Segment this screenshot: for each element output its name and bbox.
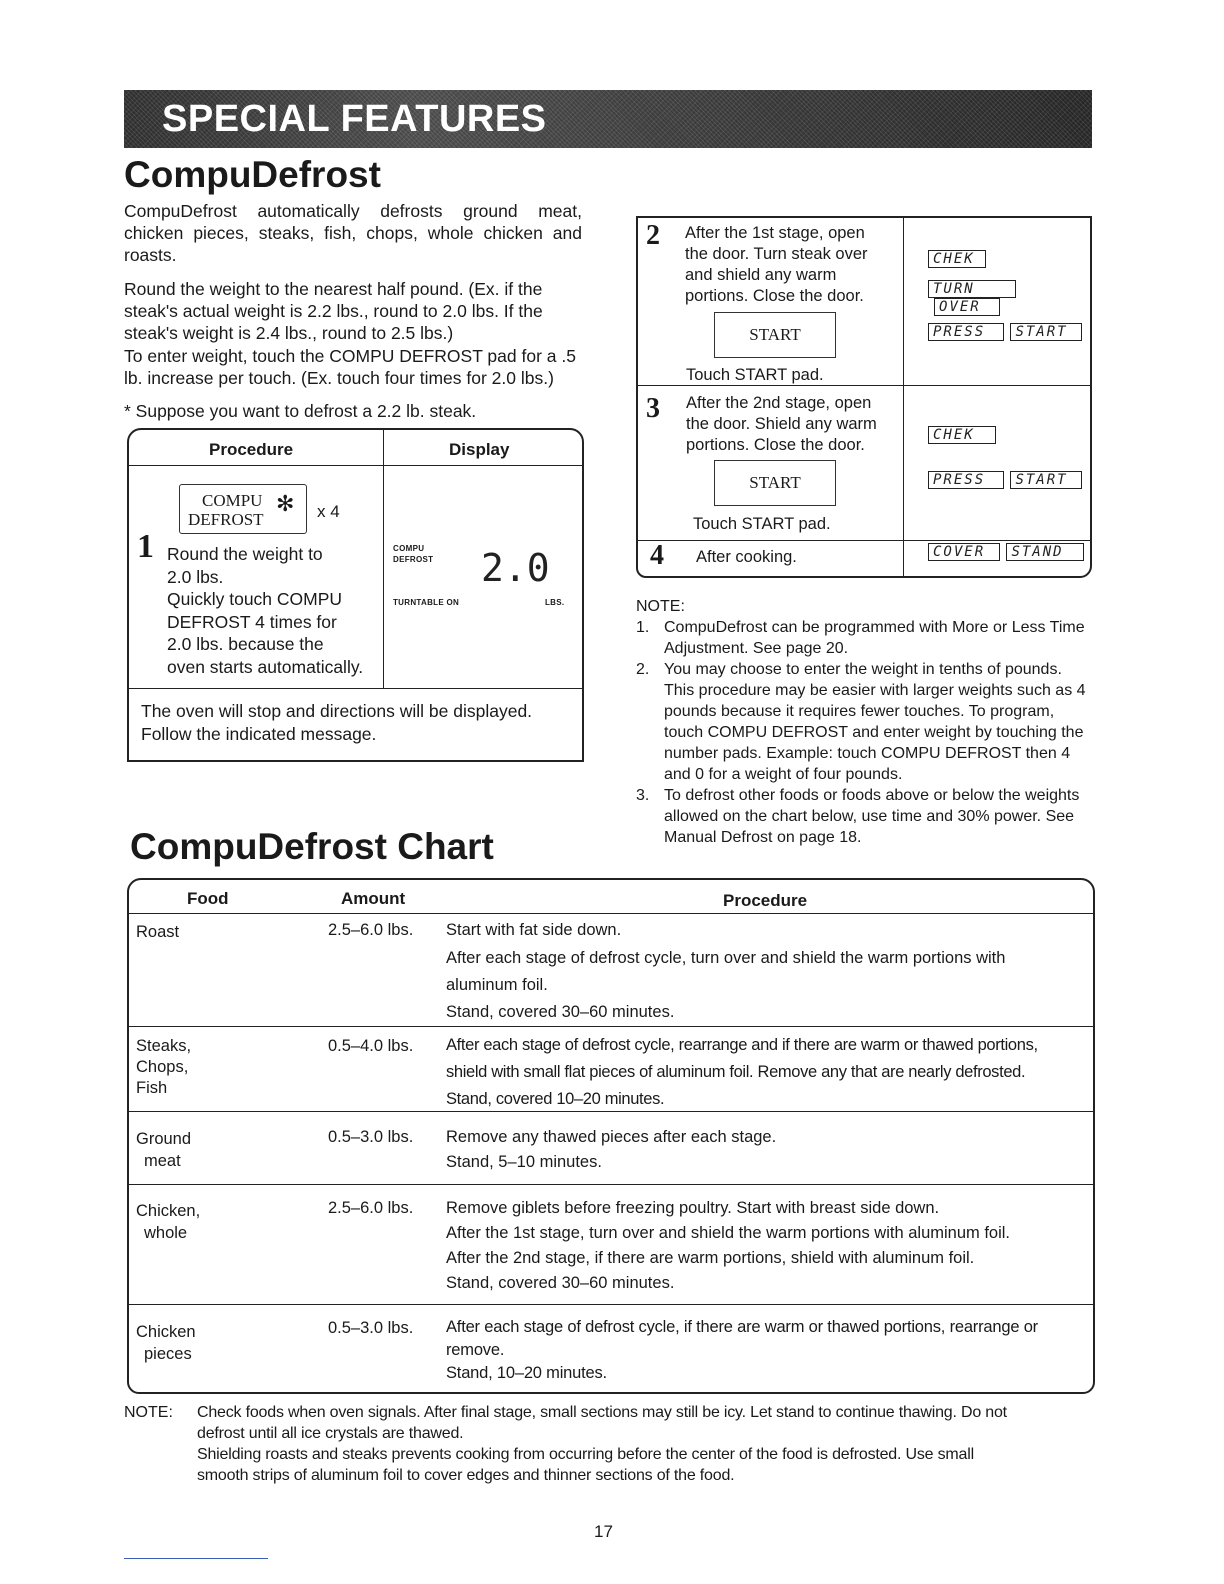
step-3-number: 3	[646, 393, 660, 424]
display-start: START	[1010, 323, 1082, 341]
display-stand: STAND	[1006, 543, 1084, 561]
display-press: PRESS	[928, 323, 1004, 341]
steps-box	[636, 216, 1092, 578]
header-procedure: Procedure	[723, 891, 808, 910]
compu-defrost-pad: COMPU DEFROST ✻	[179, 484, 307, 534]
display-turn: TURN	[928, 280, 1016, 298]
footnote-text: Check foods when oven signals. After final stage, small sections may still be icy. Let stand to continue thawing. Do not defrost until all ice crystals are thawed. Shielding roasts and steaks prevents cooking from occurring before the center of the food is defrosted. Use small smooth strips of aluminum foil to cover edges and thinner sections of the food.	[197, 1404, 1007, 1484]
step-2-text: After the 1st stage, open the door. Turn steak over and shield any warm portions. Close the door.	[685, 224, 868, 305]
column-divider	[383, 430, 384, 688]
header-amount: Amount	[341, 889, 406, 908]
page-title: CompuDefrost	[124, 154, 381, 195]
banner-title: SPECIAL FEATURES	[162, 98, 547, 140]
procedure-header: Procedure	[209, 440, 294, 459]
display-chek: CHEK	[928, 250, 986, 268]
display-over: OVER	[934, 298, 1000, 316]
step-2-caption: Touch START pad.	[686, 366, 824, 384]
defrost-chart-table: Food Amount Procedure Roast 2.5–6.0 lbs. Start with fat side down. After each stage of defrost cycle, turn over and shield the warm portions with aluminum foil. Stand, covered 30–60 minutes. Steaks, Chops, Fish 0.5–4.0 lbs. After each stage of defrost cycle, rearrange and if there are warm or thawed portions, shield with small flat pieces of aluminum foil. Remove any that are nearly defrosted. Stand, covered 10–20 minutes. Ground meat 0.5–3.0 lbs. Remove any thawed pieces after each stage. Stand, 5–10 minutes. Chicken, whole 2.5–6.0 lbs. Remove giblets before freezing poultry. Start with breast side down. After the 1st stage, turn over and shield the warm portions with aluminum foil. After the 2nd stage, if there are warm portions, shield with aluminum foil. Stand, covered 30–60 minutes. Chicken pieces 0.5–3.0 lbs. After each stage of defrost cycle, if there are warm or thawed portions, rearrange or remove. Stand, 10–20 minutes.	[127, 878, 1095, 1394]
step-number: 1	[137, 528, 154, 565]
lcd-display: COMPU DEFROST 2.0 TURNTABLE ON LBS.	[393, 544, 565, 607]
notes-label: NOTE:	[636, 598, 685, 615]
section-banner	[124, 90, 1092, 148]
display-press: PRESS	[928, 471, 1004, 489]
footnote-label: NOTE:	[124, 1404, 173, 1421]
header-food: Food	[187, 889, 229, 908]
header-divider	[129, 465, 582, 466]
table-row: Ground meat	[136, 1130, 192, 1170]
start-pad: START	[714, 312, 836, 358]
round-paragraph: Round the weight to the nearest half pound. (Ex. if the steak's actual weight is 2.2 lbs., round to 2.0 lbs. If the steak's weight is 2.4 lbs., round to 2.5 lbs.)	[124, 279, 543, 343]
steps-column-divider	[903, 218, 904, 576]
touch-count: x 4	[317, 502, 340, 521]
snowflake-icon: ✻	[276, 491, 295, 516]
procedure-footer: The oven will stop and directions will be displayed. Follow the indicated message.	[141, 701, 533, 744]
page-number: 17	[594, 1522, 613, 1541]
start-pad: START	[714, 460, 836, 506]
step-4-text: After cooking.	[696, 548, 797, 566]
enter-paragraph: To enter weight, touch the COMPU DEFROST pad for a .5 lb. increase per touch. (Ex. touch four times for 2.0 lbs.)	[124, 346, 576, 388]
step-2-number: 2	[646, 220, 660, 251]
step-1-text: Round the weight to 2.0 lbs. Quickly touch COMPU DEFROST 4 times for 2.0 lbs. because the oven starts automatically.	[167, 544, 364, 677]
notes-list: 1. CompuDefrost can be programmed with More or Less Time Adjustment. See page 20. 2. You may choose to enter the weight in tenths of pounds. This procedure may be easier with larger weights such as 4 pounds because it requires fewer touches. To program, touch COMPU DEFROST and enter weight by touching the number pads. Example: touch COMPU DEFROST then 4 and 0 for a weight of four pounds. 3. To defrost other foods or foods above or below the weights allowed on the chart below, use time and 30% power. See Manual Defrost on page 18.	[636, 619, 1086, 846]
example-line: * Suppose you want to defrost a 2.2 lb. steak.	[124, 401, 477, 421]
intro-paragraph: CompuDefrost automatically defrosts ground meat, chicken pieces, steaks, fish, chops, whole chicken and roasts.	[124, 201, 582, 265]
procedure-display-box	[127, 428, 584, 762]
table-row: Chicken pieces	[136, 1323, 196, 1363]
display-cover: COVER	[928, 543, 1000, 561]
step-3-text: After the 2nd stage, open the door. Shield any warm portions. Close the door.	[686, 394, 877, 454]
chart-title: CompuDefrost Chart	[130, 826, 494, 867]
display-chek: CHEK	[928, 426, 996, 444]
page-edge-line	[124, 1558, 268, 1559]
display-start: START	[1010, 471, 1082, 489]
table-row: Roast	[136, 923, 180, 941]
step-3-caption: Touch START pad.	[693, 515, 831, 533]
lcd-weight: 2.0	[481, 546, 550, 590]
footer-divider	[129, 688, 582, 689]
display-header: Display	[449, 440, 510, 459]
step-4-number: 4	[650, 540, 664, 571]
table-row: Steaks, Chops, Fish	[136, 1037, 192, 1097]
table-row: Chicken, whole	[136, 1202, 201, 1242]
